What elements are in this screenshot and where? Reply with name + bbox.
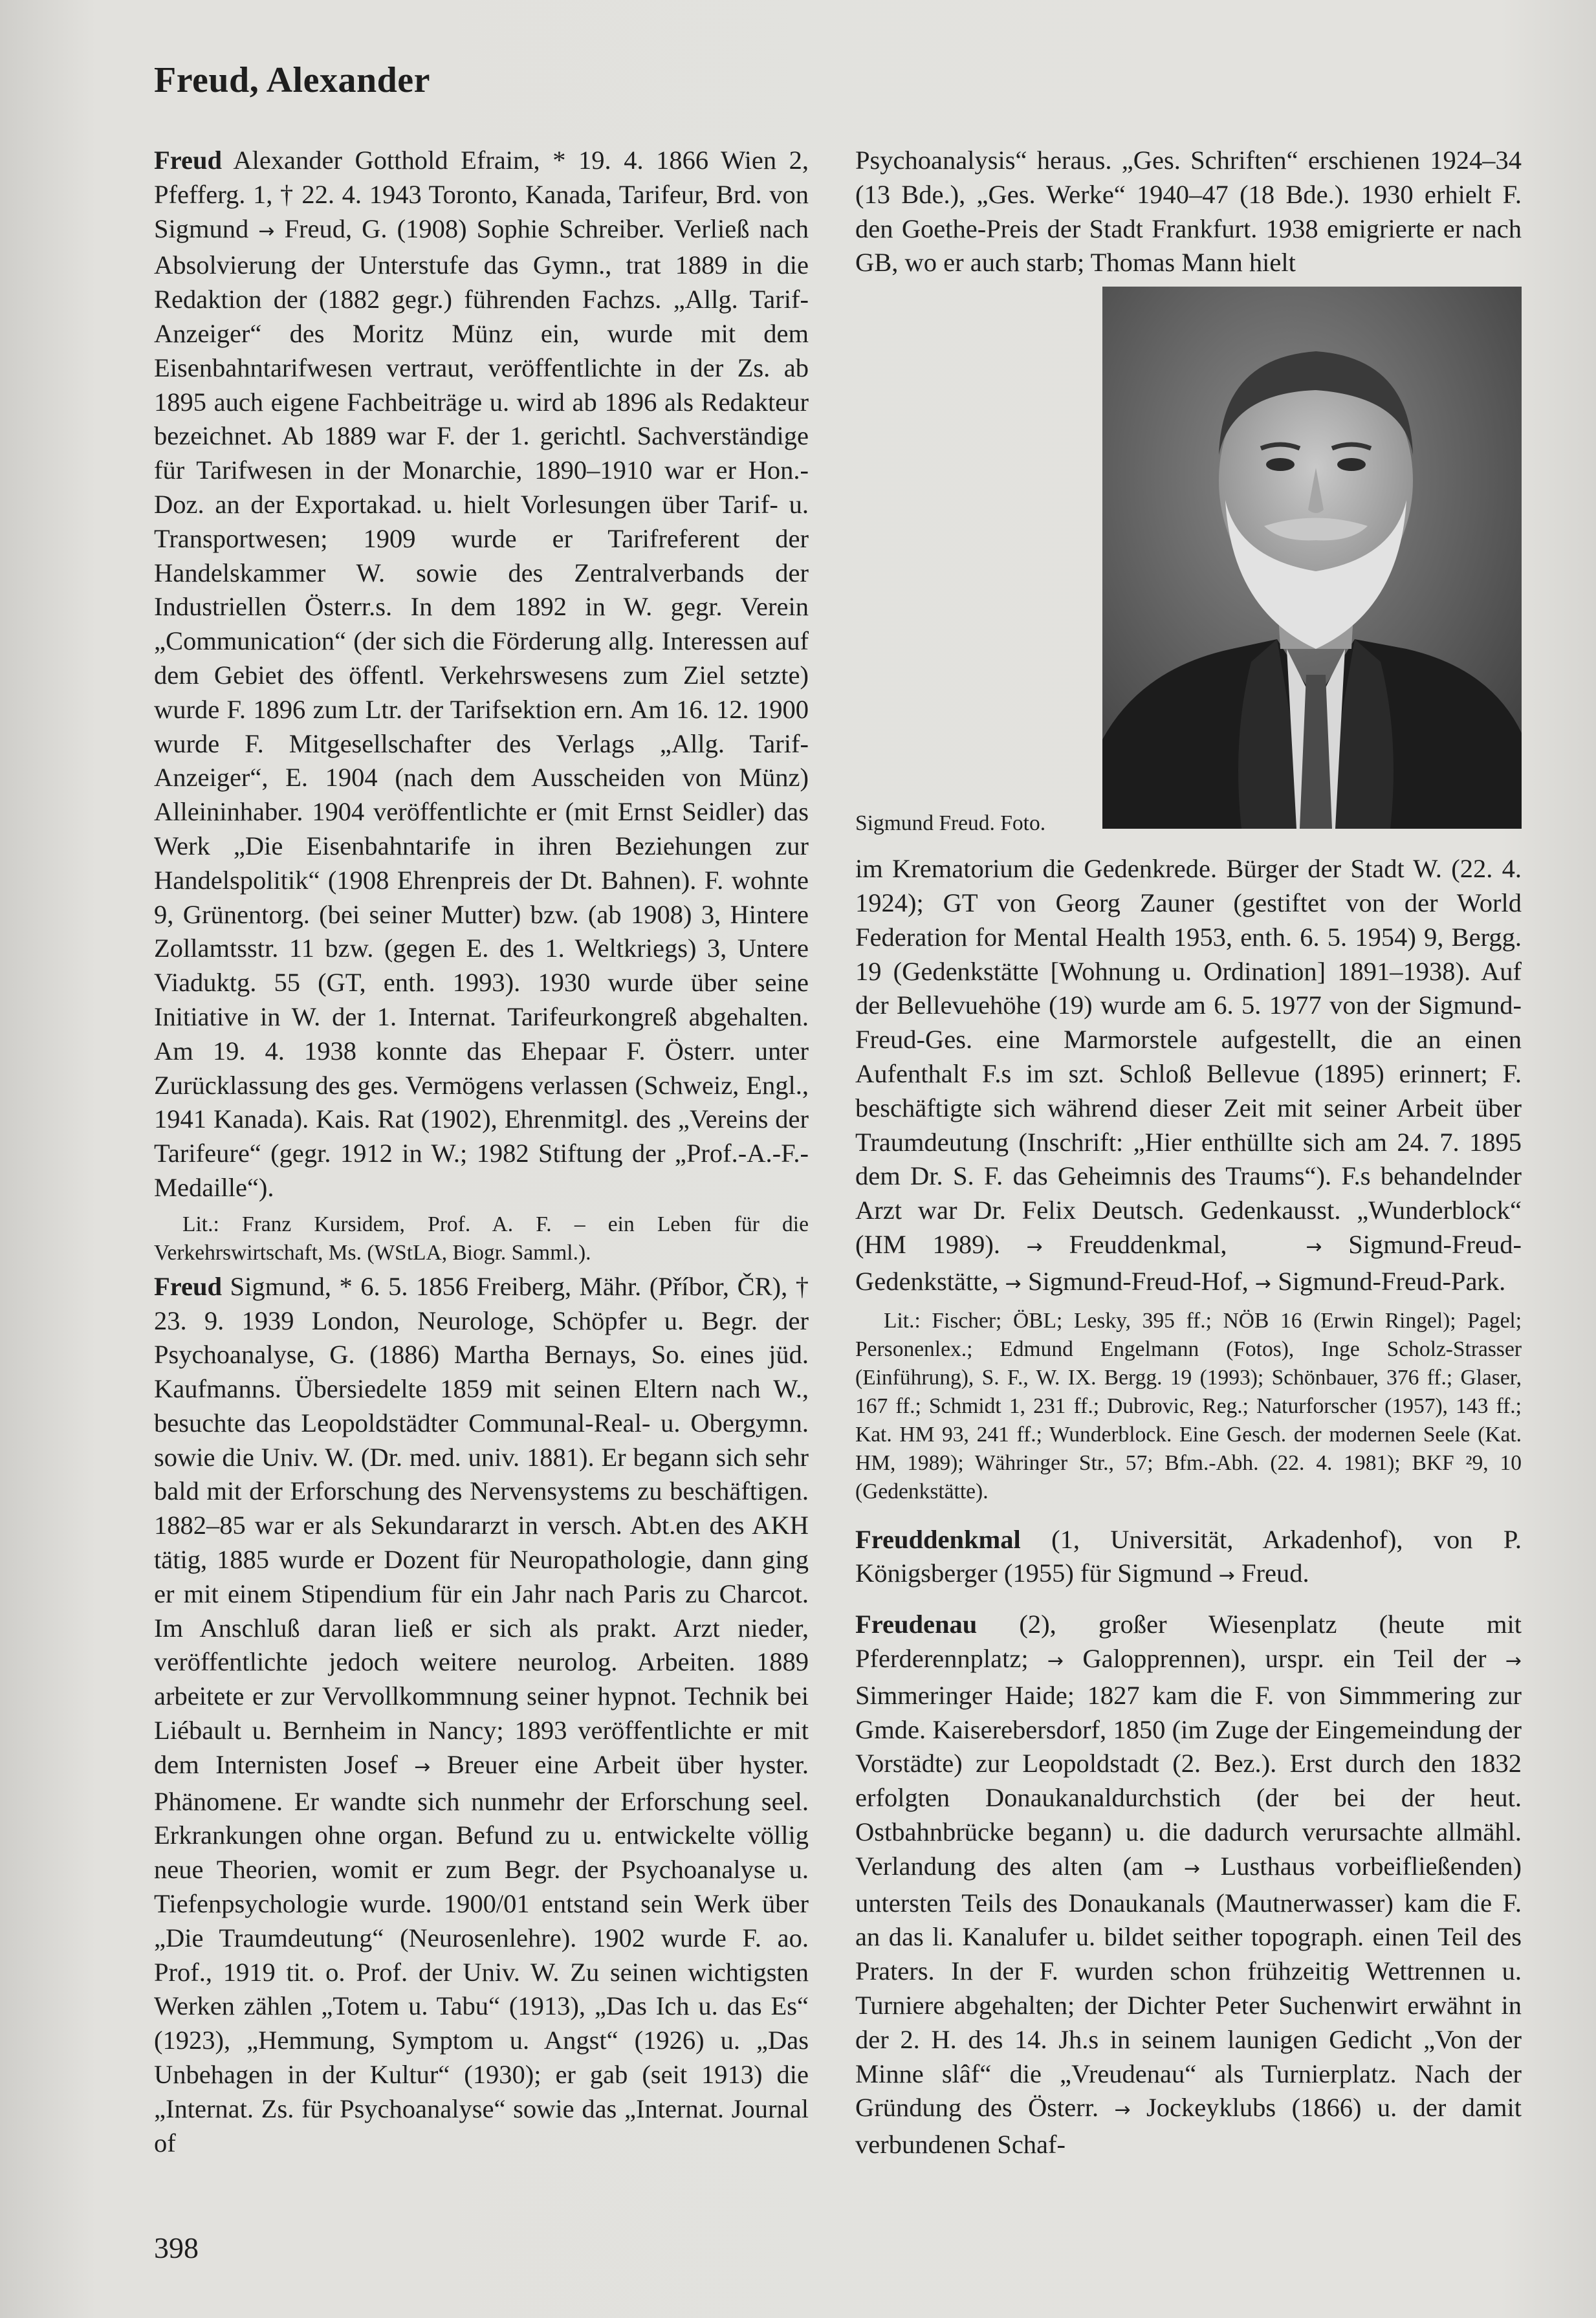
entry-text: Freud. — [1234, 1558, 1309, 1588]
lemma: Freud — [154, 146, 223, 175]
lemma: Freudenau — [855, 1610, 978, 1639]
cross-reference-arrow-icon: → — [414, 1755, 431, 1778]
page-header: Freud, Alexander — [154, 60, 430, 100]
cross-reference-arrow-icon: → — [1047, 1649, 1064, 1672]
entry-spacer — [855, 1593, 1522, 1608]
entry-freudenau — [855, 1608, 1522, 2162]
portrait-photo — [1102, 287, 1522, 829]
page-number: 398 — [154, 2231, 199, 2264]
left-column — [154, 144, 809, 2160]
cross-reference-arrow-icon: → — [1254, 1272, 1272, 1295]
entry-freuddenkmal — [855, 1523, 1522, 1594]
photo-figure — [855, 287, 1522, 840]
entry-spacer — [855, 1509, 1522, 1523]
cross-reference: Sigmund-Freud-Park. — [1271, 1266, 1506, 1296]
cross-reference: Freuddenkmal, — [1042, 1229, 1227, 1259]
entry-text: Sigmund, * 6. 5. 1856 Freiberg, Mähr. (Příbor, ČR), † 23. 9. 1939 London, Neurologe, Schöpfer u. Begr. der Psychoanalyse, G. (1886) Martha Bernays, So. eines jüd. Kaufmanns. Übersiedelte 1859 mit seinen Eltern nach W., besuchte das Leopoldstädter Communal-Real- u. Obergymn. sowie die Univ. W. (Dr. med. univ. 1881). Er begann sich sehr bald mit der Erforschung des Nervensystems zu beschäftigen. 1882–85 war er als Sekundararzt in versch. Abt.en des AKH tätig, 1885 wurde er Dozent für Neuropathologie, dann ging er mit einem Stipendium für ein Jahr nach Paris zu Charcot. Im Anschluß daran ließ er sich als prakt. Arzt nieder, veröffentlichte jedoch weitere neurolog. Arbeiten. 1889 arbeitete er zur Vervollkommnung seiner hypnot. Technik bei Liébault u. Bernheim in Nancy; 1893 veröffentlichte er mit dem Internisten Josef — [154, 1271, 809, 1779]
entry-continuation: Psychoanalysis“ heraus. „Ges. Schriften“ erschienen 1924–34 (13 Bde.), „Ges. Werke“ 1940–47 (18 Bde.). 1930 erhielt F. den Goethe-Preis der Stadt Frankfurt. 1938 emigrierte er nach GB, wo er auch starb; Thomas Mann hielt — [855, 146, 1522, 278]
entry-text: Alexander Gotthold Efraim, * 19. 4. 1866 Wien 2, Pfefferg. 1, † 22. 4. 1943 Toronto, Kanada, Tarifeur, Brd. von Sigmund — [154, 146, 809, 243]
cross-reference-arrow-icon: → — [1005, 1272, 1022, 1295]
cross-reference-arrow-icon: → — [1026, 1235, 1043, 1258]
entry-text: Galopprennen), urspr. ein Teil der — [1064, 1643, 1505, 1673]
cross-reference-arrow-icon: → — [1306, 1235, 1322, 1258]
entry-text: Jockeyklubs (1866) u. der damit verbundenen Schaf- — [855, 2093, 1522, 2159]
entry-text: (1, Universität, Arkadenhof), von P. Königsberger (1955) für Sigmund — [855, 1524, 1522, 1588]
entry-continuation — [855, 852, 1522, 1301]
entry-text: Freud, G. (1908) Sophie Schreiber. Verließ nach Absolvierung der Unterstufe das Gymn., trat 1889 in die Redaktion der (1882 gegr.) führenden Fachzs. „Allg. Tarif-Anzeiger“ des Moritz Münz ein, wurde mit dem Eisenbahntarifwesen vertraut, veröffentlichte in der Zs. ab 1895 auch eigene Fachbeiträge u. wird ab 1896 als Redakteur bezeichnet. Ab 1889 war F. der 1. gerichtl. Sachverständige für Tarifwesen in der Monarchie, 1890–1910 war er Hon.-Doz. an der Exportakad. u. hielt Vorlesungen über Tarif- u. Transportwesen; 1909 wurde er Tarifreferent der Handelskammer W. sowie des Zentralverbands der Industriellen Österr.s. In dem 1892 in W. gegr. Verein „Communication“ (der sich die Förderung allg. Interessen auf dem Gebiet des öffentl. Verkehrswesens zum Ziel setzte) wurde F. 1896 zum Ltr. der Tarifsektion ern. Am 16. 12. 1900 wurde F. Mitgesellschafter des Verlags „Allg. Tarif-Anzeiger“, E. 1904 (nach dem Ausscheiden von Münz) Alleininhaber. 1904 veröffentlichte er (mit Ernst Seidler) das Werk „Die Eisenbahntarife in ihren Beziehungen zur Handelspolitik“ (1908 Ehrenpreis der Dt. Bahnen). F. wohnte 9, Grünentorg. (bei seiner Mutter) bzw. (ab 1908) 3, Hintere Zollamtsstr. 11 bzw. (gegen E. des 1. Weltkriegs) 3, Untere Viaduktg. 55 (GT, enth. 1993). 1930 wurde über seine Initiative in W. der 1. Internat. Tarifeurkongreß abgehalten. Am 19. 4. 1938 konnte das Ehepaar F. Österr. unter Zurücklassung des ges. Vermögens verlassen (Schweiz, Engl., 1941 Kanada). Kais. Rat (1902), Ehrenmitgl. des „Vereins der Tarifeure“ (gegr. 1912 in W.; 1982 Stiftung der „Prof.-A.-F.-Medaille“). — [154, 213, 809, 1202]
entry-text: Breuer eine Arbeit über hyster. Phänomene. Er wandte sich nunmehr der Erforschung seel. Erkrankungen ohne organ. Befund zu u. entwickelte völlig neue Theorien, womit er zum Begr. der Psychoanalyse u. Tiefenpsychologie wurde. 1900/01 entstand sein Werk über „Die Traumdeutung“ (Neurosenlehre). 1902 wurde F. ao. Prof., 1919 tit. o. Prof. der Univ. W. Zu seinen wichtigsten Werken zählen „Totem u. Tabu“ (1913), „Das Ich u. das Es“ (1923), „Hemmung, Symptom u. Angst“ (1926) u. „Das Unbehagen in der Kultur“ (1930); er gab (seit 1913) die „Internat. Zs. für Psychoanalyse“ sowie das „Internat. Journal of — [154, 1749, 809, 2158]
cross-reference-arrow-icon: → — [258, 219, 275, 243]
portrait-illustration — [1102, 287, 1522, 829]
lemma: Freuddenkmal — [855, 1524, 1021, 1554]
literature-note: Lit.: Franz Kursidem, Prof. A. F. – ein Leben für die Verkehrswirtschaft, Ms. (WStLA, Biogr. Samml.). — [154, 1212, 809, 1265]
cross-reference-arrow-icon: → — [1114, 2099, 1131, 2122]
entry-text: Simmeringer Haide; 1827 kam die F. von Simmmering zur Gmde. Kaiserebersdorf, 1850 (im Zuge der Eingemeindung der Vorstädte) zur Leopoldstadt (2. Bez.). Erst durch den 1832 erfolgten Donaukanaldurchstich (der bei der heut. Ostbahnbrücke begann) u. die dadurch verursachte allmähl. Verlandung des alten (am — [855, 1680, 1522, 1881]
entry-text: Lusthaus vorbeifließenden) untersten Teils des Donaukanals (Mautnerwasser) kam die F. an das li. Kanalufer u. bildet seither topograph. einen Teil des Praters. In der F. wurden schon frühzeitig Wettrennen u. Turniere abgehalten; der Dichter Peter Suchenwirt erwähnt in der 2. H. des 14. Jh.s in seinem launigen Gedicht „Von der Minne slâf“ die „Vreudenau“ als Turnierplatz. Nach der Gründung des Österr. — [855, 1851, 1522, 2123]
right-column — [855, 144, 1522, 2162]
cross-reference-arrow-icon: → — [1183, 1857, 1201, 1880]
cross-reference-arrow-icon: → — [1505, 1649, 1522, 1672]
entry-freud-sigmund — [154, 1270, 809, 2161]
cross-reference-arrow-icon: → — [1218, 1564, 1235, 1588]
entry-freud-alexander — [154, 144, 809, 1205]
cross-reference: Sigmund-Freud-Hof, — [1021, 1266, 1249, 1296]
entry-text: (2), großer Wiesenplatz (heute mit Pferderennplatz; — [855, 1610, 1522, 1673]
cross-reference: Sigmund-Freud-Gedenkstätte, — [855, 1229, 1522, 1296]
photo-caption: Sigmund Freud. Foto. — [855, 811, 1046, 836]
literature-note: Lit.: Fischer; ÖBL; Lesky, 395 ff.; NÖB 16 (Erwin Ringel); Pagel; Personenlex.; Edmund Engelmann (Fotos), Inge Scholz-Strasser (Einführung), S. F., W. IX. Bergg. 19 (1993); Schönbauer, 376 ff.; Glaser, 167 ff.; Schmidt 1, 231 ff.; Dubrovic, Reg.; Naturforscher (1957), 143 ff.; Kat. HM 93, 241 ff.; Wunderblock. Eine Gesch. der modernen Seele (Kat. HM, 1989); Währinger Str., 57; Bfm.-Abh. (22. 4. 1981); BKF ²9, 10 (Gedenkstätte). — [855, 1308, 1522, 1503]
entry-text: im Krematorium die Gedenkrede. Bürger der Stadt W. (22. 4. 1924); GT von Georg Zauner (gestiftet von der World Federation for Mental Health 1953, enth. 6. 5. 1954) 9, Bergg. 19 (Gedenkstätte [Wohnung u. Ordination] 1891–1938). Auf der Bellevuehöhe (19) wurde am 6. 5. 1977 von der Sigmund-Freud-Ges. eine Marmorstele aufgestellt, die an einen Aufenthalt F.s im szt. Schloß Bellevue (1895) erinnert; F. beschäftigte sich während dieser Zeit mit seiner Arbeit über Traumdeutung (Inschrift: „Hier enthüllte sich am 24. 7. 1895 dem Dr. S. F. das Geheimnis des Traums“). F.s behandelnder Arzt war Dr. Felix Deutsch. Gedenkausst. „Wunderblock“ (HM 1989). — [855, 854, 1522, 1259]
lemma: Freud — [154, 1271, 223, 1301]
